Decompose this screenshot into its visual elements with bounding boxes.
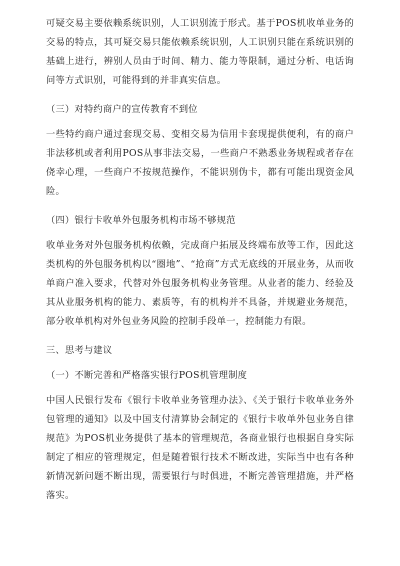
paragraph-suspicious-transactions: 可疑交易主要依赖系统识别，人工识别流于形式。基于POS机收单业务的交易的特点，其可疑交易只能依赖系统识别，人工识别只能在系统识别的基础上进行，辨别人员由于时间、精力、能力等限制，通过分析、电话询问等方式识别，可能得到的并非真实信息。 (46, 18, 354, 86)
paragraph-merchant-risks: 一些特约商户通过套现交易、变相交易为信用卡套现提供便利，有的商户非法移机或者利用POS从事非法交易，一些商户不熟悉业务规程或者存在侥幸心理，一些商户不按规范操作，不能识别伪卡，都有可能出现资金风险。 (46, 129, 354, 197)
section-heading-outsourcing-market: （四）银行卡收单外包服务机构市场不够规范 (46, 215, 236, 226)
section-heading-merchant-education: （三）对特约商户的宣传教育不到位 (46, 104, 198, 115)
paragraph-outsourcing-issues: 收单业务对外包服务机构依赖，完成商户拓展及终端布放等工作，因此这类机构的外包服务机构以“圈地”、“抢商”方式无底线的开展业务，从而收单商户准入要求，代替对外包服务机构业务管理。从业者的能力、经验及其从业服务机构的能力、素质等，有的机构并不具备，并规避业务规范，部分收单机构对外包业务风险的控制手段单一，控制能力有限。 (46, 240, 354, 327)
section-heading-recommendations: 三、思考与建议 (46, 345, 113, 356)
subsection-heading-pos-management: （一）不断完善和严格落实银行POS机管理制度 (46, 370, 248, 381)
paragraph-regulations: 中国人民银行发布《银行卡收单业务管理办法》、《关于银行卡收单业务外包管理的通知》以及中国支付清算协会制定的《银行卡收单外包业务自律规范》为POS机业务提供了基本的管理规范，各商业银行也根据自身实际制定了相应的管理规定，但是随着银行技术不断改进，实际当中也有各种新情况新问题不断出现，需要银行与时俱进，不断完善管理措施，并严格落实。 (46, 395, 354, 501)
